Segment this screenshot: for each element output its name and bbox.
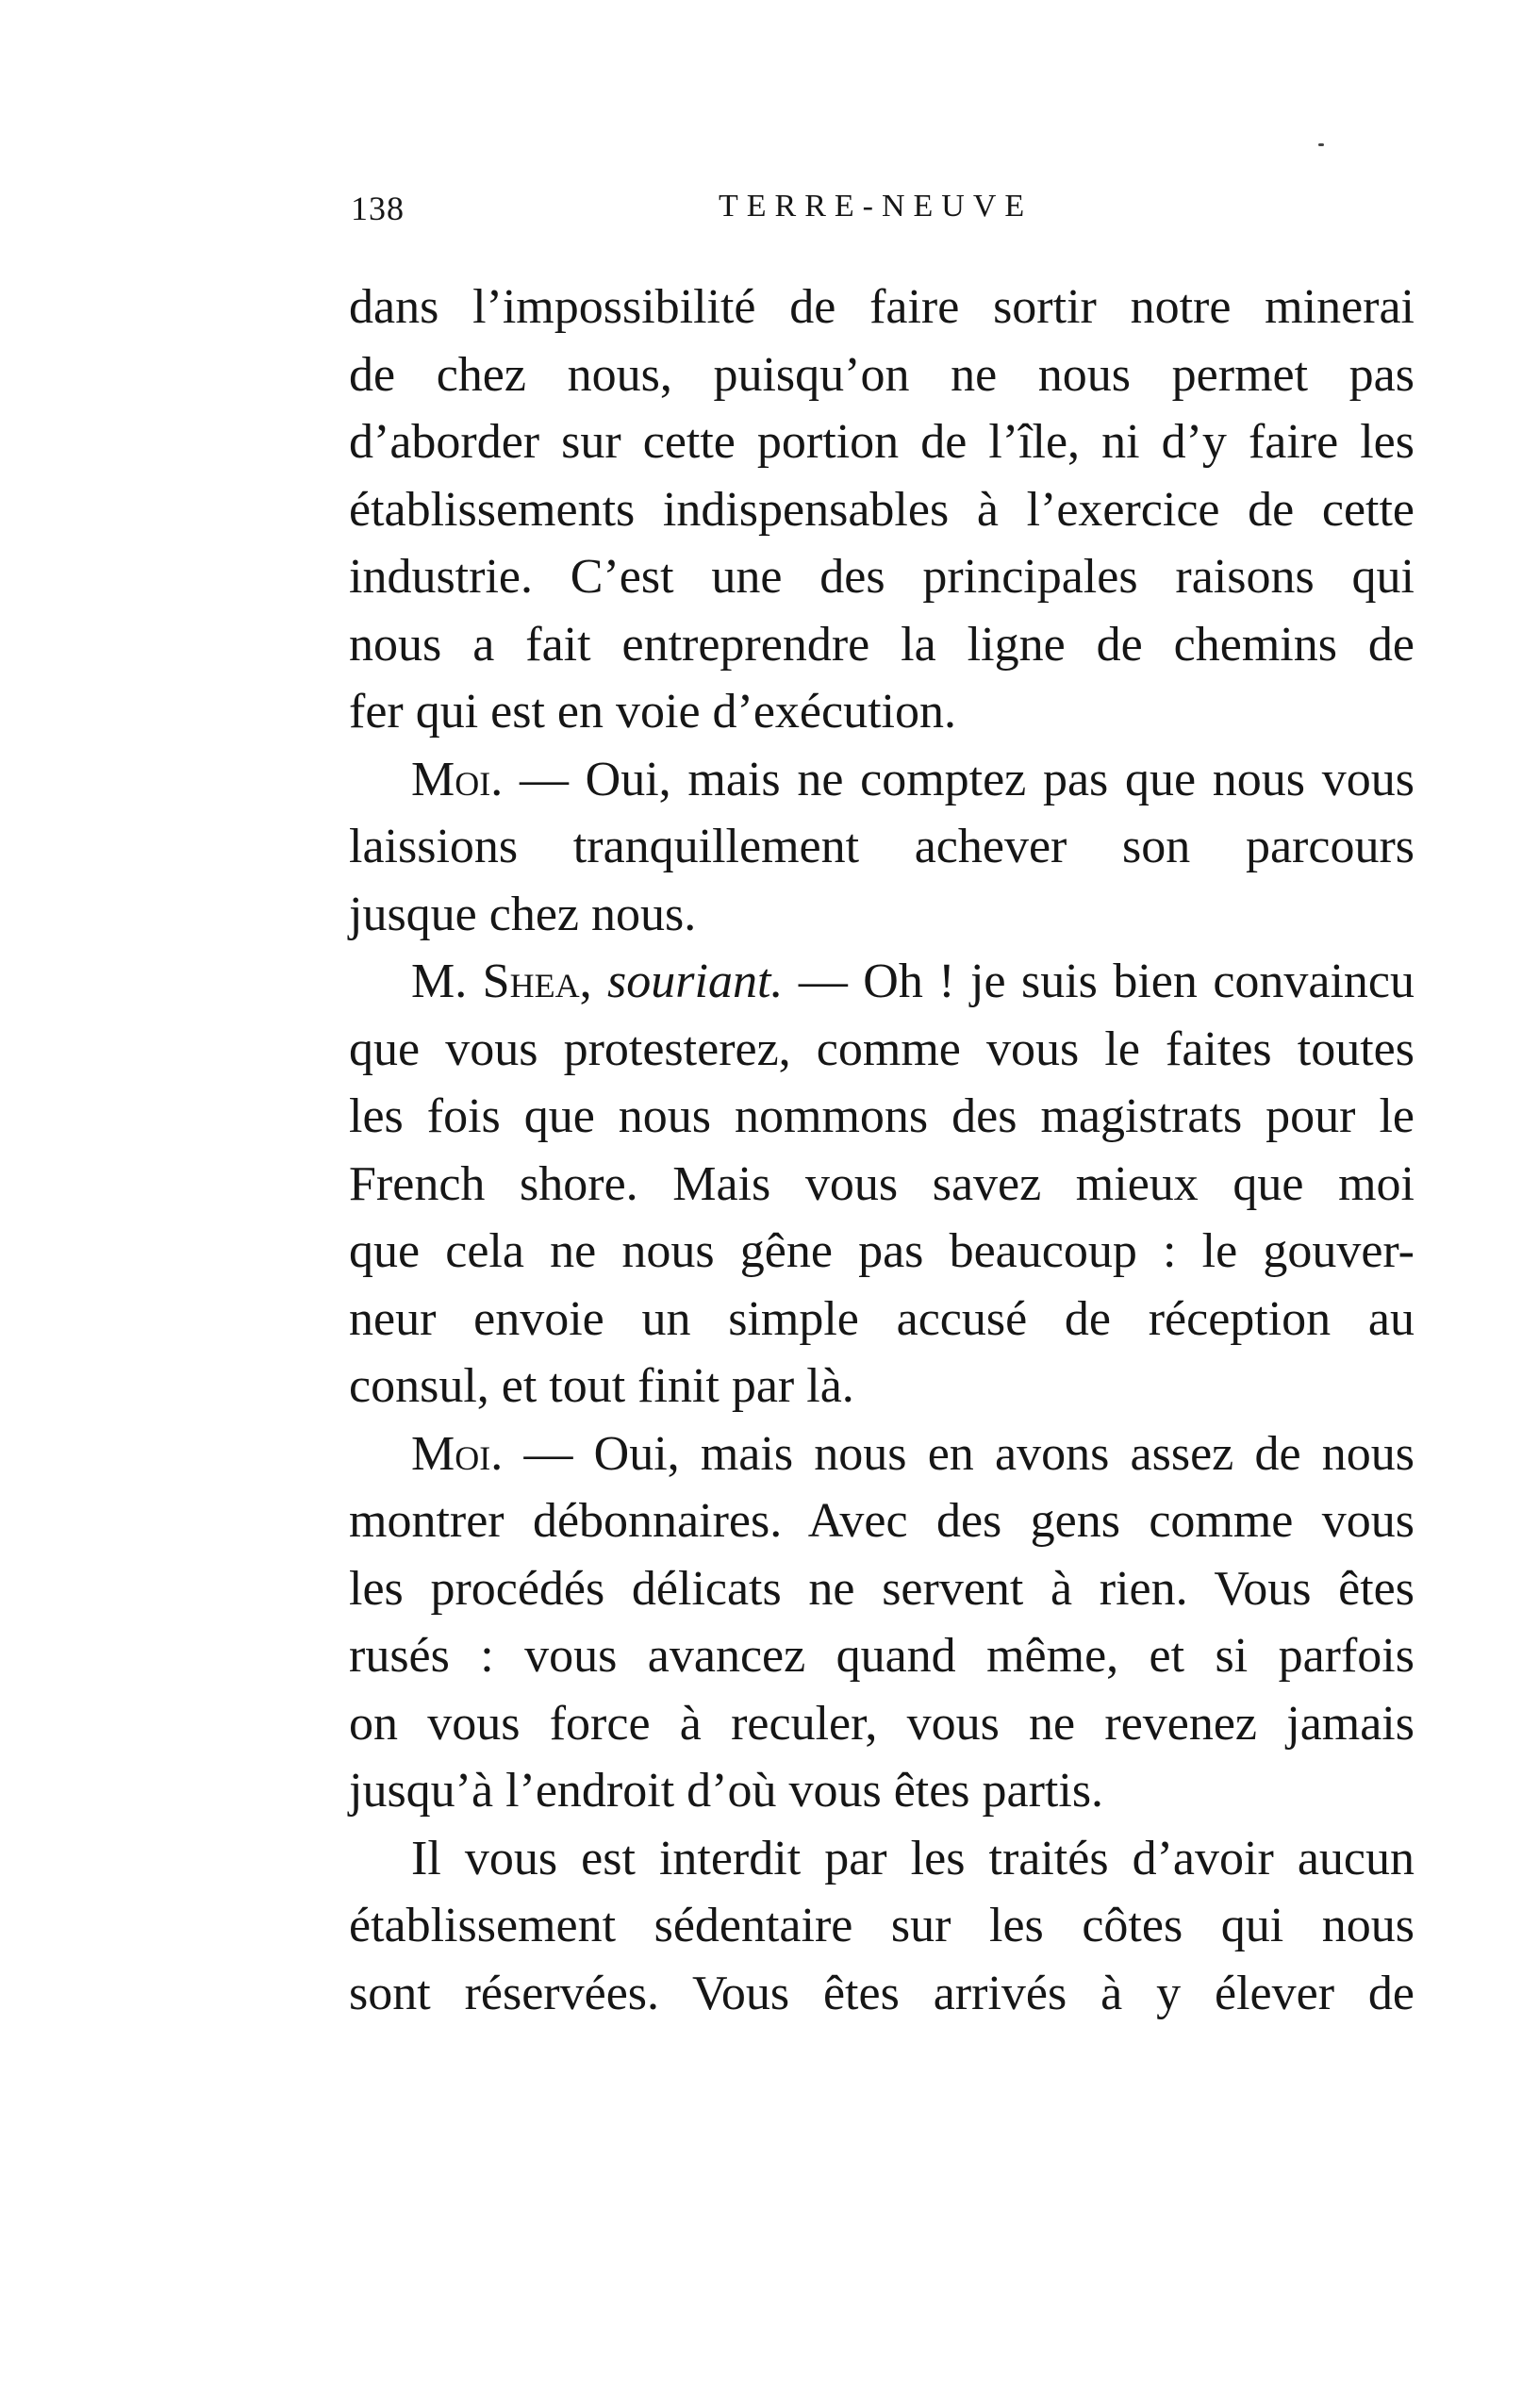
running-title: TERRE-NEUVE xyxy=(719,189,1034,224)
paragraph-2 xyxy=(349,746,1414,949)
dialogue-text: — Oui, mais nous en avons assez de nous xyxy=(503,1426,1414,1481)
text-line: les fois que nous nommons des magistrats pour le xyxy=(349,1089,1414,1143)
text-line: que cela ne nous gêne pas beaucoup : le gouver- xyxy=(349,1224,1414,1278)
text-line: Il vous est interdit par les traités d’avoir aucun xyxy=(411,1831,1414,1885)
dialogue-line xyxy=(349,1420,1414,1488)
text-line: que vous protesterez, comme vous le faites toutes xyxy=(349,1021,1414,1076)
text-line: nous a fait entreprendre la ligne de chemins de xyxy=(349,617,1414,672)
page-number: 138 xyxy=(351,190,405,227)
paragraph-1 xyxy=(349,274,1414,746)
dialogue-text: — Oh ! je suis bien convaincu xyxy=(783,955,1414,1008)
text-line: jusqu’à l’endroit d’où vous êtes partis. xyxy=(349,1764,1104,1818)
text-line: les procédés délicats ne servent à rien. Vous êtes xyxy=(349,1561,1414,1616)
text-line: de chez nous, puisqu’on ne nous permet pas xyxy=(349,347,1414,402)
text-line: montrer débonnaires. Avec des gens comme vous xyxy=(349,1494,1414,1548)
running-header xyxy=(351,189,1416,236)
speaker-name: Moi. xyxy=(411,752,504,806)
text-line: sont réservées. Vous êtes arrivés à y élever de xyxy=(349,1966,1414,2020)
speaker-name: Moi. xyxy=(411,1426,504,1481)
stage-direction: souriant. xyxy=(591,955,784,1008)
paragraph-5 xyxy=(349,1825,1414,2028)
text-line: French shore. Mais vous savez mieux que moi xyxy=(349,1156,1414,1211)
body-text xyxy=(349,274,1414,2027)
dialogue-line xyxy=(349,746,1414,814)
text-line: établissement sédentaire sur les côtes qui nous xyxy=(349,1899,1414,1952)
text-line: jusque chez nous. xyxy=(349,887,697,941)
ink-speck xyxy=(1318,143,1324,146)
dialogue-line xyxy=(349,948,1414,1016)
text-line: industrie. C’est une des principales raisons qui xyxy=(349,550,1414,604)
paragraph-4 xyxy=(349,1420,1414,1825)
text-line: consul, et tout finit par là. xyxy=(349,1359,854,1413)
text-line: fer qui est en voie d’exécution. xyxy=(349,685,956,739)
text-line: dans l’impossibilité de faire sortir notre minerai xyxy=(349,280,1414,334)
text-line: on vous force à reculer, vous ne revenez jamais xyxy=(349,1696,1414,1751)
dialogue-text: — Oui, mais ne comptez pas que nous vous xyxy=(503,752,1414,806)
paragraph-3 xyxy=(349,948,1414,1420)
text-line: neur envoie un simple accusé de réception au xyxy=(349,1291,1414,1346)
text-line: rusés : vous avancez quand même, et si parfois xyxy=(349,1629,1414,1683)
text-line: établissements indispensables à l’exercice de cette xyxy=(349,482,1414,537)
speaker-name: M. Shea, xyxy=(411,955,592,1008)
text-line: laissions tranquillement achever son parcours xyxy=(349,820,1414,873)
text-line: d’aborder sur cette portion de l’île, ni d’y faire les xyxy=(349,415,1414,469)
